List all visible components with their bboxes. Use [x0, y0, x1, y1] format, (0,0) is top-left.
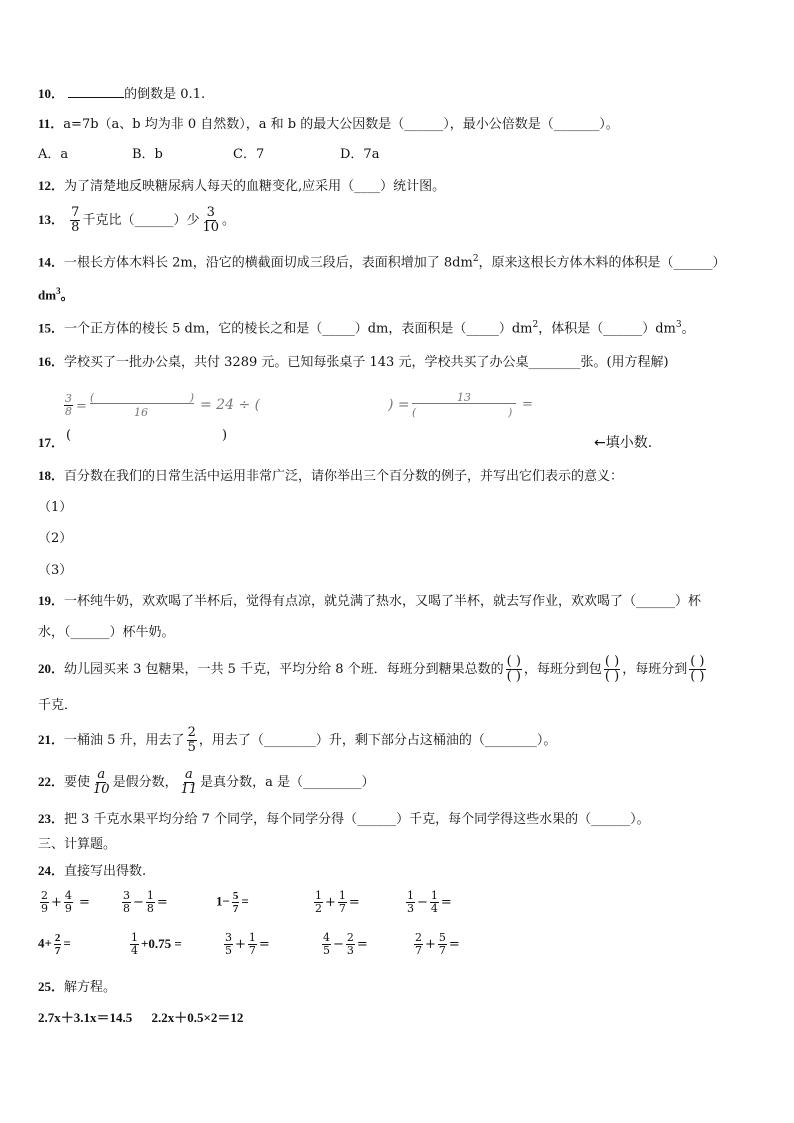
- calc-item[interactable]: $\frac{1}{2}$ + $\frac{1}{7}$ =: [315, 889, 360, 915]
- calc-item[interactable]: $\frac{2}{9}$ + $\frac{4}{9}$ =: [41, 889, 90, 915]
- question-23: [38, 810, 650, 829]
- question-text: 解方程。: [64, 980, 117, 995]
- question-text: 要使: [64, 775, 91, 790]
- calc-item[interactable]: 4+ $\frac{2}{7}$ =: [38, 932, 71, 957]
- question-19: [38, 592, 701, 611]
- question-21: 21．一桶油 5 升，用去了 $\frac{2}{5}$ ，用去了（________）升，剩下部分占这桶油的（________）。: [38, 725, 557, 755]
- question-number: 13．: [38, 212, 65, 227]
- option-a[interactable]: A．a: [38, 147, 69, 162]
- question-19-cont: 水，（______）杯牛奶。: [38, 625, 175, 640]
- equation-2[interactable]: 2.2x＋0.5×2＝12: [151, 1010, 244, 1025]
- question-text: 百分数在我们的日常生活中运用非常广泛，请你举出三个百分数的例子，并写出它们表示的意义：: [64, 469, 624, 484]
- fraction: $\frac{7}{8}$: [71, 205, 80, 235]
- question-text: 学校买了一批办公桌，共付 3289 元。已知每张桌子 143 元，学校共买了办公桌________张。(用方程解): [64, 355, 669, 370]
- calc-item[interactable]: $\frac{2}{7}$ + $\frac{5}{7}$ =: [415, 931, 460, 957]
- option-c[interactable]: C．7: [233, 147, 265, 162]
- question-number: 24．: [38, 863, 65, 878]
- question-number: 17．: [38, 435, 65, 450]
- question-text: 幼儿园买来 3 包糖果，一共 5 千克，平均分给 8 个班．每班分到糖果总数的: [64, 662, 504, 677]
- question-25: [38, 978, 116, 997]
- question-20-cont: 千克．: [38, 698, 78, 713]
- question-15: 15．一个正方体的棱长 5 dm，它的棱长之和是（_____）dm，表面积是$(\_\_\_\_\_)dm^2$，体积是$(\_\_\_\_\_\_)dm^3$。: [38, 320, 695, 337]
- fraction: $\frac{a}{10}$: [93, 767, 110, 797]
- question-number: 11．: [38, 116, 64, 131]
- question-14-cont: $dm^3$。: [38, 286, 74, 303]
- question-17: [38, 434, 64, 453]
- question-text: 把 3 千克水果平均分给 7 个同学，每个同学分得（______）千克，每个同学得这些水果的（______）。: [64, 812, 650, 827]
- question-20: 20．幼儿园买来 3 包糖果，一共 5 千克，平均分给 8 个班．每班分到糖果总数的 $\frac{( )}{( )}$ ，每班分到包 $\frac{( )}{( )}$ ，每班分到 $\frac{( )}{( )}$: [38, 654, 705, 684]
- equation-1[interactable]: 2.7x＋3.1x＝14.5: [38, 1010, 133, 1025]
- question-number: 21．: [38, 732, 65, 747]
- question-16: [38, 353, 669, 372]
- fill-decimal-hint: ←填小数.: [594, 435, 653, 451]
- question-12: [38, 177, 445, 196]
- question-text: 的倒数是 0.1.: [124, 87, 206, 102]
- equation-row: [38, 1009, 243, 1027]
- question-number: 15．: [38, 320, 65, 336]
- fraction: $\frac{2}{5}$: [187, 725, 196, 755]
- calc-item[interactable]: $\frac{3}{5}$ + $\frac{1}{7}$ =: [225, 931, 270, 957]
- question-24: [38, 862, 146, 881]
- calc-row-1: [38, 890, 758, 930]
- question-text: 千克比（______）少: [82, 213, 200, 228]
- question-text: a=7b（a、b 均为非 0 自然数），a 和 b 的最大公因数是（______），最小公倍数是（_______）。: [63, 117, 619, 132]
- question-number: 10．: [38, 86, 65, 101]
- option-b[interactable]: B．b: [132, 147, 163, 162]
- question-number: 23．: [38, 811, 65, 826]
- fraction: $\frac{a}{11}$: [180, 767, 198, 797]
- calc-item[interactable]: $\frac{1}{3}$ − $\frac{1}{4}$ =: [407, 889, 452, 915]
- question-text: 为了清楚地反映糖尿病人每天的血糖变化,应采用（____）统计图。: [64, 179, 446, 194]
- answer-item-3[interactable]: （3）: [38, 563, 73, 578]
- question-text: 一个正方体的棱长 5 dm，它的棱长之和是（_____）dm，表面积是（_____）dm: [64, 321, 533, 337]
- question-text: 一桶油 5 升，用去了: [64, 733, 185, 748]
- question-number: 19．: [38, 593, 65, 608]
- answer-paren-close: ): [222, 428, 228, 443]
- question-10: [38, 84, 205, 104]
- question-number: 16．: [38, 354, 65, 369]
- question-text: 直接写出得数.: [64, 864, 147, 879]
- question-text: ，原来这根长方体木料的体积是（______）: [478, 255, 726, 271]
- calc-item[interactable]: $\frac{3}{8}$ − $\frac{1}{8}$ =: [123, 889, 168, 915]
- question-number: 25．: [38, 979, 65, 994]
- answer-fraction[interactable]: $\frac{( )}{( )}$: [604, 654, 620, 684]
- question-11: [38, 115, 619, 134]
- fraction: $\frac{3}{8}$: [65, 392, 72, 418]
- question-17-equation: $\frac{3}{8}$ = ( ) 16 = 24 ÷ ( ) = 13 ( ) =: [65, 391, 533, 419]
- question-number: 22．: [38, 774, 65, 789]
- fraction: $\frac{3}{10}$: [202, 205, 219, 235]
- question-14: 14．一根长方体木料长 2m，沿它的横截面切成三段后，表面积增加了 $8dm^2$，原来这根长方体木料的体积是（______）: [38, 254, 726, 271]
- question-13: 13． $\frac{7}{8}$ 千克比（______）少 $\frac{3}{10}$ 。: [38, 205, 236, 235]
- question-text: 一杯纯牛奶，欢欢喝了半杯后，觉得有点凉，就兑满了热水，又喝了半杯，就去写作业，欢欢喝了（______）杯: [64, 594, 702, 609]
- section-heading: 三、计算题。: [38, 837, 117, 852]
- answer-item-1[interactable]: （1）: [38, 500, 73, 515]
- question-text: 一根长方体木料长 2m，沿它的横截面切成三段后，表面积增加了 8dm: [64, 255, 473, 271]
- calc-row-2: [38, 932, 758, 972]
- option-d[interactable]: D．7a: [340, 147, 380, 162]
- calc-item[interactable]: $\frac{4}{5}$ − $\frac{2}{3}$ =: [323, 931, 368, 957]
- question-number: 14．: [38, 254, 65, 270]
- question-18: [38, 467, 623, 486]
- answer-fraction[interactable]: $\frac{( )}{( )}$: [690, 654, 705, 684]
- answer-blank[interactable]: ( ): [90, 391, 194, 404]
- question-number: 18．: [38, 468, 65, 483]
- question-number: 12．: [38, 178, 65, 193]
- answer-item-2[interactable]: （2）: [38, 531, 73, 546]
- answer-blank[interactable]: [68, 84, 124, 98]
- calc-item[interactable]: $\frac{1}{4}$ +0.75 =: [131, 931, 182, 957]
- question-22: 22．要使 $\frac{a}{10}$ 是假分数， $\frac{a}{11}$ 是真分数，a 是（_________）: [38, 767, 375, 797]
- calc-item[interactable]: 1− $\frac{5}{7}$ =: [216, 890, 249, 915]
- answer-fraction[interactable]: $\frac{( )}{( )}$: [506, 654, 521, 684]
- answer-paren-open: (: [66, 428, 72, 443]
- question-number: 20．: [38, 661, 65, 676]
